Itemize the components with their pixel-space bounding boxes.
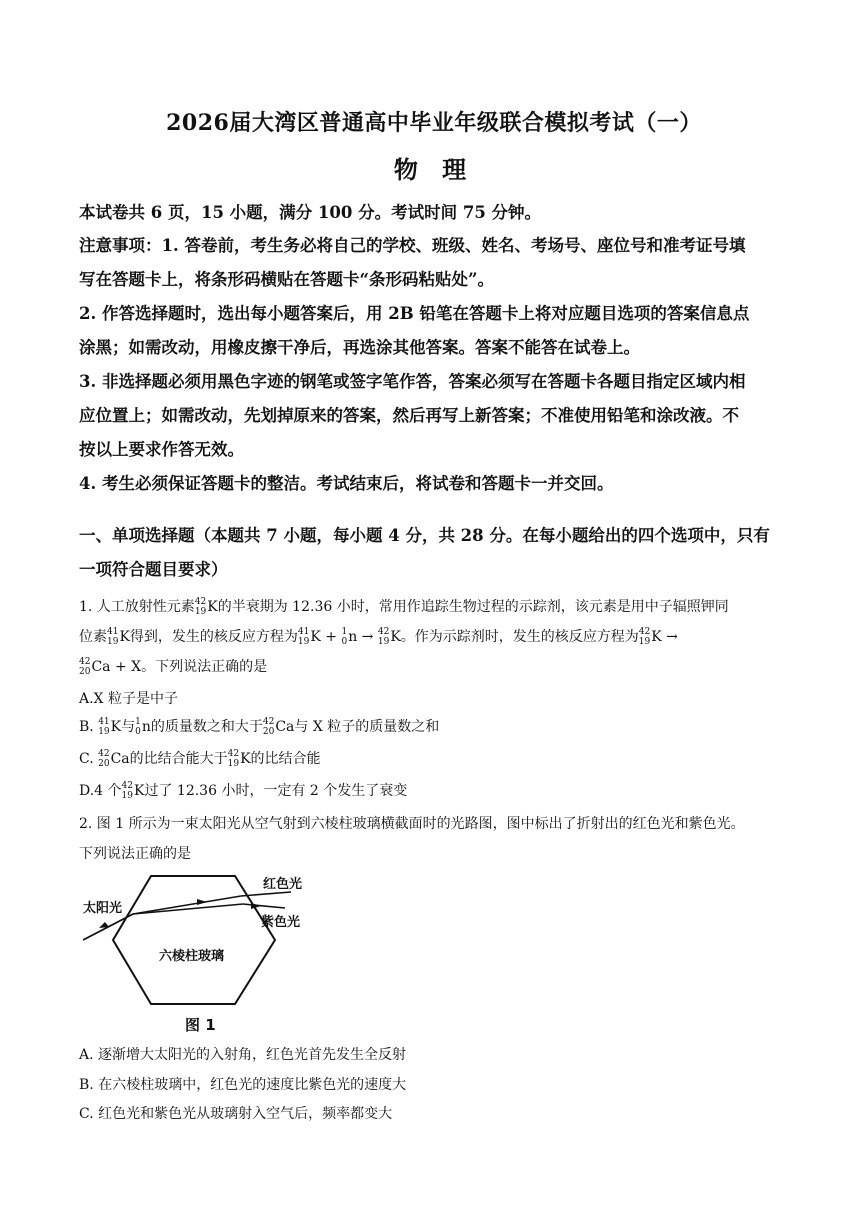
q2-stem-line2: 下列说法正确的是 — [79, 846, 191, 862]
incident-arrowhead — [99, 922, 109, 928]
hexagon-refraction-diagram — [79, 868, 319, 1038]
figure-1-hexagon-refraction — [79, 868, 319, 1038]
q2-option-c: C. 红色光和紫色光从玻璃射入空气后，频率都变大 — [79, 1106, 393, 1122]
q1-stem-line1: 1. 人工放射性元素 42 19 K的半衰期为 12.36 小时，常用作追踪生物过程的示踪剂，该元素是用中子辐照钾同 — [79, 597, 729, 617]
label-sunlight: 太阳光 — [83, 901, 123, 916]
note-line: 注意事项：1. 答卷前，考生务必将自己的学校、班级、姓名、考场号、座位号和准考证号填 — [79, 236, 746, 255]
note-line: 4. 考生必须保证答题卡的整洁。考试结束后，将试卷和答题卡一并交回。 — [79, 474, 614, 493]
section-heading-cont: 一项符合题目要求） — [79, 560, 228, 579]
q2-option-a: A. 逐渐增大太阳光的入射角，红色光首先发生全反射 — [79, 1047, 407, 1063]
q1-option-d: D.4 个 42 19 K过了 12.36 小时，一定有 2 个发生了衰变 — [79, 781, 408, 801]
note-line: 按以上要求作答无效。 — [79, 440, 244, 459]
nuclide-k42: 42 19 — [194, 597, 207, 617]
label-hexagon-glass: 六棱柱玻璃 — [159, 949, 225, 964]
figure-caption: 图 1 — [185, 1016, 216, 1034]
note-line: 写在答题卡上，将条形码横贴在答题卡“条形码粘贴处”。 — [79, 270, 494, 289]
subject-title: 物 理 — [393, 155, 475, 184]
red-arrowhead — [197, 899, 207, 905]
q2-option-b: B. 在六棱柱玻璃中，红色光的速度比紫色光的速度大 — [79, 1077, 407, 1093]
exam-summary: 本试卷共 6 页，15 小题，满分 100 分。考试时间 75 分钟。 — [79, 203, 542, 222]
section-heading: 一、单项选择题（本题共 7 小题，每小题 4 分，共 28 分。在每小题给出的四个选项中，只有 — [79, 526, 770, 545]
label-violet-light: 紫色光 — [261, 915, 301, 930]
note-line: 3. 非选择题必须用黑色字迹的钢笔或签字笔作答，答案必须写在答题卡各题目指定区域内相 — [79, 372, 746, 391]
label-red-light: 红色光 — [263, 877, 303, 892]
q1-stem-line2: 位素 41 19 K得到，发生的核反应方程为 41 19 K + 1 0 n → 42 19 K。作为示踪剂时，发生的核反应方程为 42 19 K → — [79, 627, 678, 647]
q1-option-a: A.X 粒子是中子 — [79, 691, 178, 707]
red-light-exit-ray — [241, 892, 291, 896]
q1-option-c: C. 42 20 Ca的比结合能大于 42 19 K的比结合能 — [79, 749, 321, 769]
note-line: 涂黑；如需改动，用橡皮擦干净后，再选涂其他答案。答案不能答在试卷上。 — [79, 338, 640, 357]
exam-title: 2026届大湾区普通高中毕业年级联合模拟考试（一） — [166, 110, 702, 136]
violet-light-exit-ray — [243, 904, 285, 908]
note-line: 2. 作答选择题时，选出每小题答案后，用 2B 铅笔在答题卡上将对应题目选项的答案信息点 — [79, 304, 750, 323]
q1-option-b: B. 41 19 K与 1 0 n的质量数之和大于 42 20 Ca与 X 粒子的质量数之和 — [79, 717, 440, 737]
q2-stem-line1: 2. 图 1 所示为一束太阳光从空气射到六棱柱玻璃横截面时的光路图，图中标出了折射出的红色光和紫色光。 — [79, 816, 745, 832]
note-line: 应位置上；如需改动，先划掉原来的答案，然后再写上新答案；不准使用铅笔和涂改液。不 — [79, 406, 739, 425]
q1-stem-line3: 42 20 Ca + X。下列说法正确的是 — [79, 657, 268, 677]
